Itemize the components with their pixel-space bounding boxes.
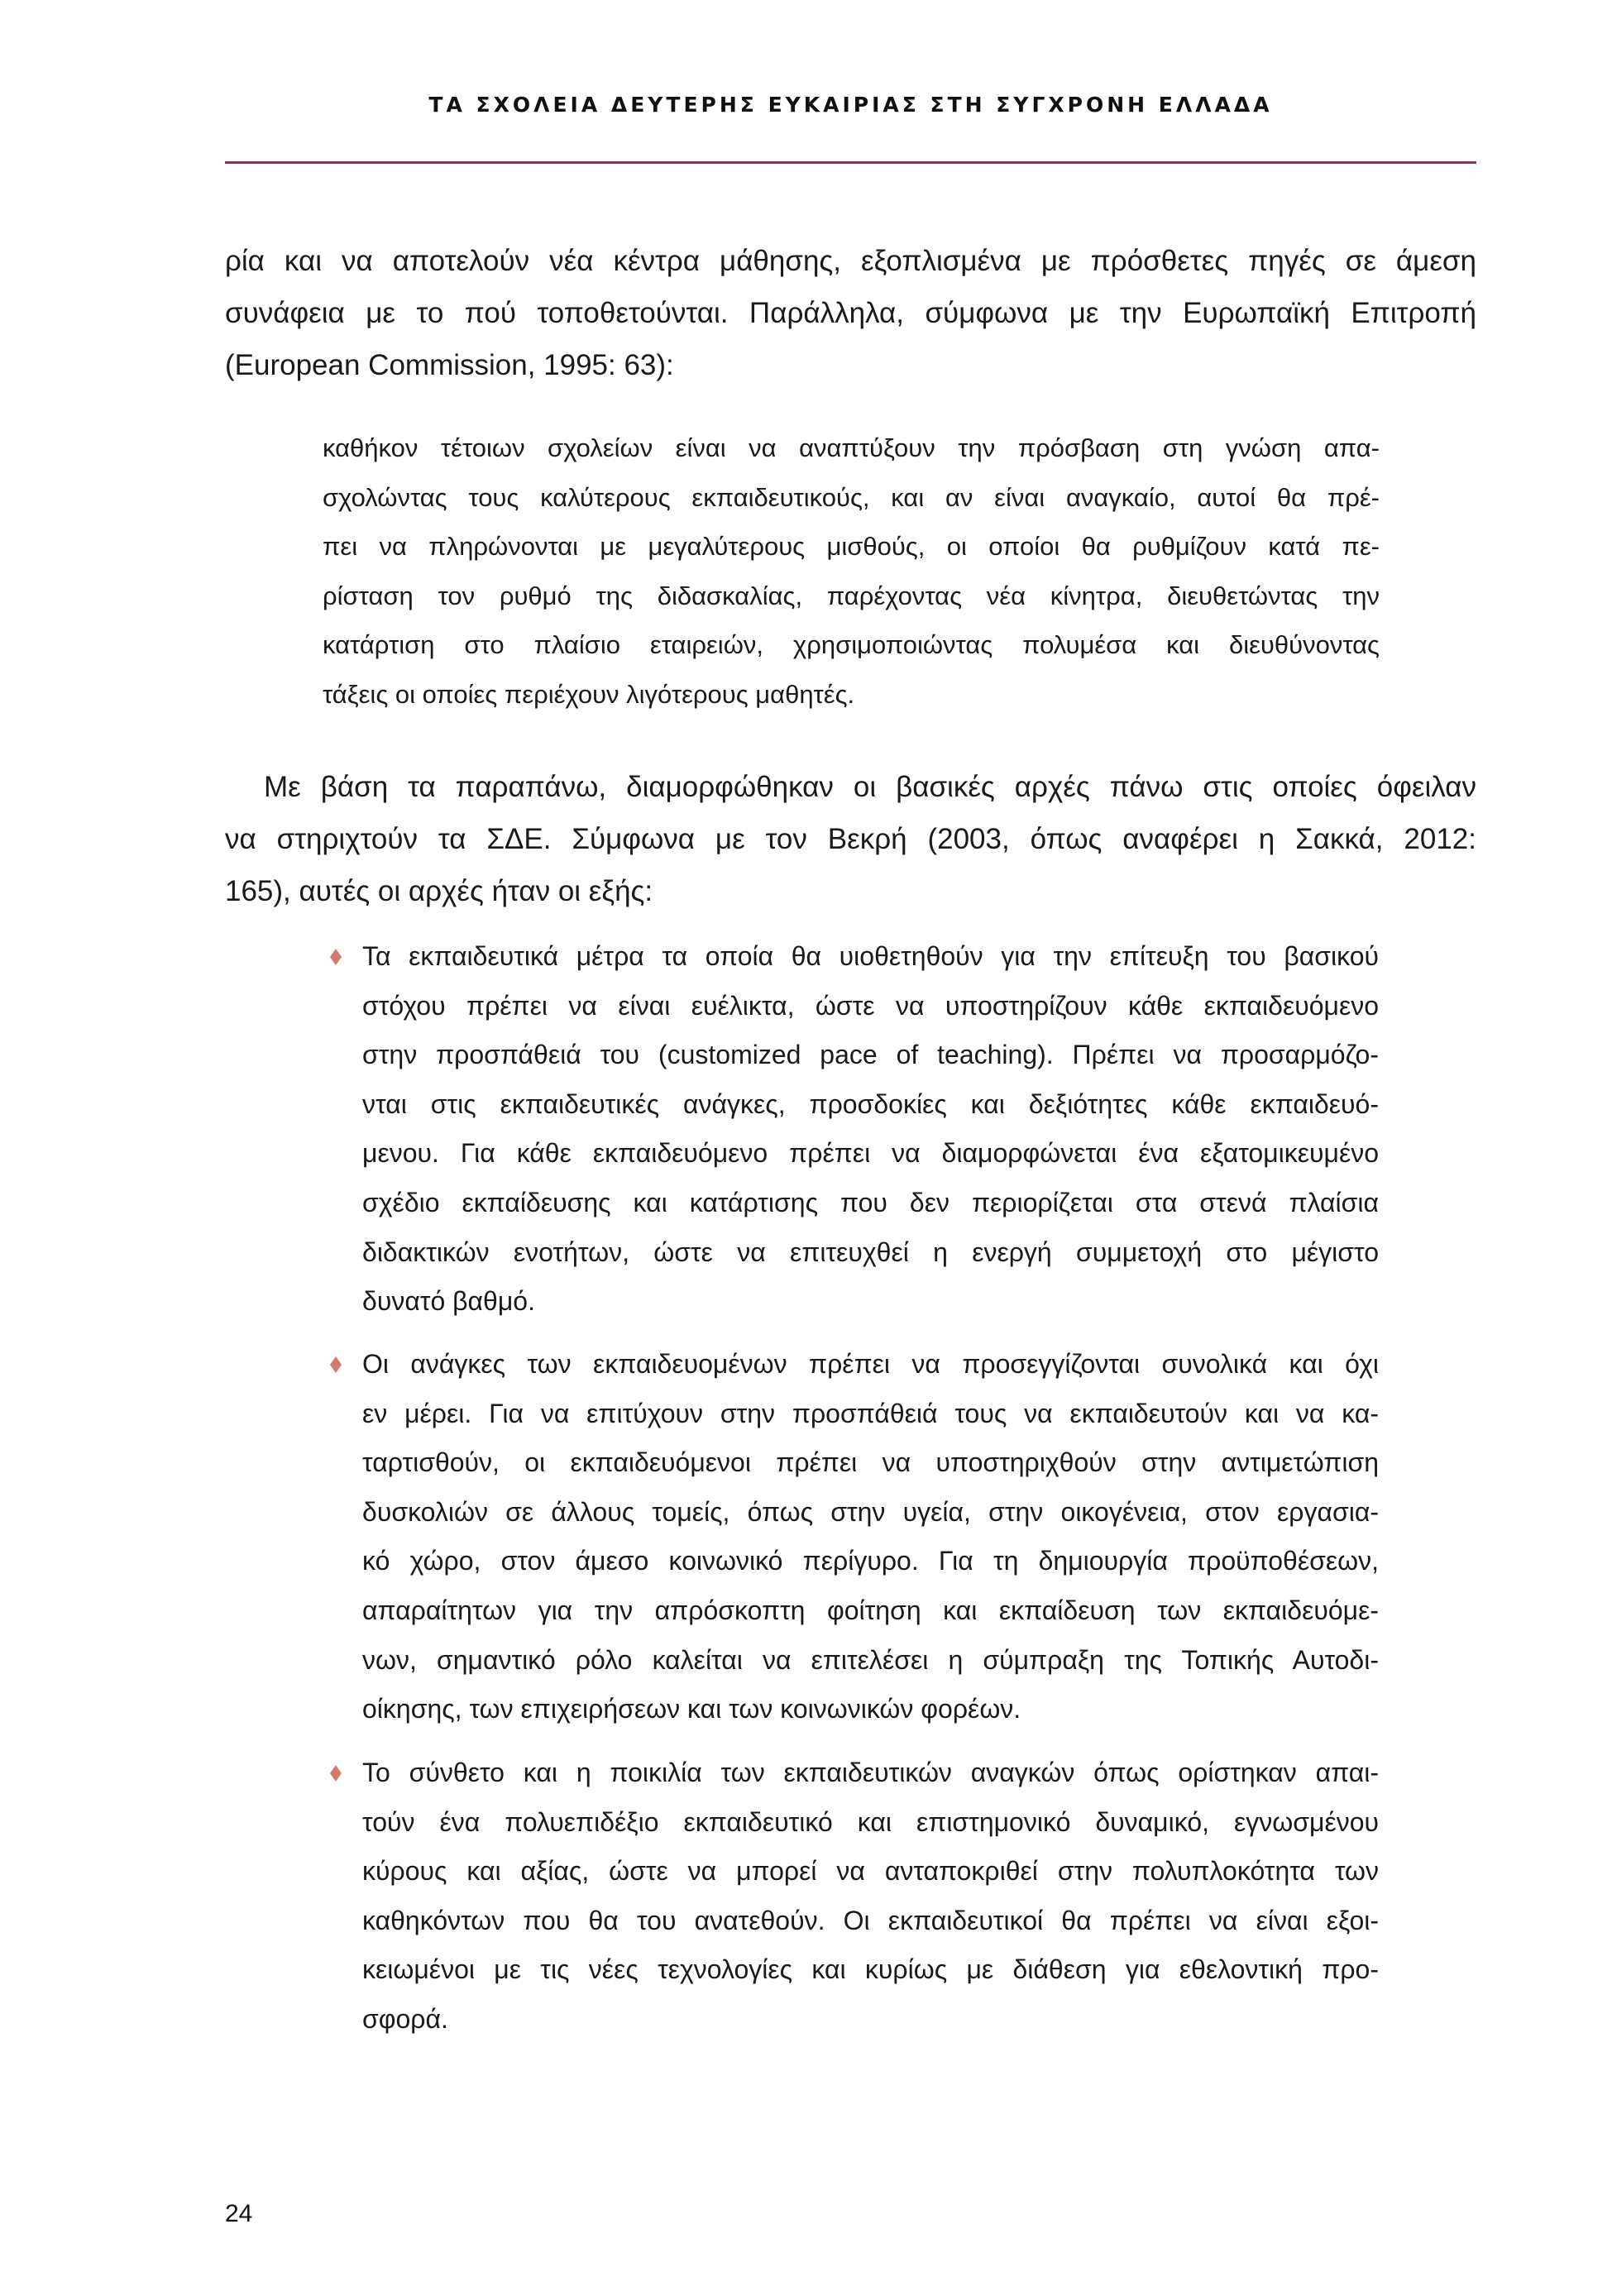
text-line: δυνατό βαθμό. bbox=[362, 1286, 535, 1317]
bullet-item bbox=[362, 932, 1379, 1327]
text-line: να στηριχτούν τα ΣΔΕ. Σύμφωνα με τον Βεκρή (2003, όπως αναφέρει η Σακκά, 2012: bbox=[225, 823, 1476, 855]
text-line: διδακτικών ενοτήτων, ώστε να επιτευχθεί η ενεργή συμμετοχή στο μέγιστο bbox=[362, 1236, 1379, 1267]
text-line: κό χώρο, στον άμεσο κοινωνικό περίγυρο. Για τη δημιουργία προϋποθέσεων, bbox=[362, 1546, 1379, 1576]
text-line: κύρους και αξίας, ώστε να μπορεί να ανταποκριθεί στην πολυπλοκότητα των bbox=[362, 1856, 1379, 1887]
text-line: νων, σημαντικό ρόλο καλείται να επιτελέσει η σύμπραξη της Τοπικής Αυτοδι- bbox=[362, 1644, 1379, 1675]
diamond-bullet-icon bbox=[328, 1765, 344, 1782]
paragraph-1 bbox=[225, 235, 1476, 391]
running-header-title: ΤΑ ΣΧΟΛΕΙΑ ΔΕΥΤΕΡΗΣ ΕΥΚΑΙΡΙΑΣ ΣΤΗ ΣΥΓΧΡΟΝΗ ΕΛΛΑΔΑ bbox=[428, 93, 1273, 117]
text-line: πει να πληρώνονται με μεγαλύτερους μισθούς, οι οποίοι θα ρυθμίζουν κατά πε- bbox=[323, 532, 1380, 562]
text-line: Με βάση τα παραπάνω, διαμορφώθηκαν οι βασικές αρχές πάνω στις οποίες όφειλαν bbox=[264, 771, 1476, 803]
text-line: σχολώντας τους καλύτερους εκπαιδευτικούς, και αν είναι αναγκαίο, αυτοί θα πρέ- bbox=[323, 482, 1380, 512]
text-line: Τα εκπαιδευτικά μέτρα τα οποία θα υιοθετηθούν για την επίτευξη του βασικού bbox=[362, 941, 1379, 971]
text-line: μενου. Για κάθε εκπαιδευόμενο πρέπει να διαμορφώνεται ένα εξατομικευμένο bbox=[362, 1138, 1379, 1169]
text-line: στόχου πρέπει να είναι ευέλικτα, ώστε να υποστηρίζουν κάθε εκπαιδευόμενο bbox=[362, 990, 1379, 1021]
text-line: εν μέρει. Για να επιτύχουν στην προσπάθειά τους να εκπαιδευτούν και να κα- bbox=[362, 1398, 1379, 1428]
text-line: ρίσταση τον ρυθμό της διδασκαλίας, παρέχοντας νέα κίνητρα, διευθετώντας την bbox=[323, 581, 1380, 610]
text-line: ταρτισθούν, οι εκπαιδευόμενοι πρέπει να υποστηριχθούν στην αντιμετώπιση bbox=[362, 1447, 1379, 1478]
text-line: νται στις εκπαιδευτικές ανάγκες, προσδοκίες και δεξιότητες κάθε εκπαιδευό- bbox=[362, 1088, 1379, 1119]
text-line: ρία και να αποτελούν νέα κέντρα μάθησης, εξοπλισμένα με πρόσθετες πηγές σε άμεση bbox=[225, 245, 1476, 277]
block-quote bbox=[323, 423, 1380, 720]
text-line: τάξεις οι οποίες περιέχουν λιγότερους μαθητές. bbox=[323, 679, 855, 709]
text-line: οίκησης, των επιχειρήσεων και των κοινωνικών φορέων. bbox=[362, 1694, 1021, 1724]
text-line: κειωμένοι με τις νέες τεχνολογίες και κυρίως με διάθεση για εθελοντική προ- bbox=[362, 1954, 1379, 1985]
header-divider bbox=[225, 161, 1476, 164]
text-line: Οι ανάγκες των εκπαιδευομένων πρέπει να προσεγγίζονται συνολικά και όχι bbox=[362, 1349, 1379, 1379]
paragraph-2 bbox=[225, 761, 1476, 917]
text-line: σφορά. bbox=[362, 2003, 448, 2034]
text-line: καθηκόντων που θα του ανατεθούν. Οι εκπαιδευτικοί θα πρέπει να είναι εξοι- bbox=[362, 1905, 1379, 1935]
text-line: καθήκον τέτοιων σχολείων είναι να αναπτύξουν την πρόσβαση στη γνώση απα- bbox=[323, 433, 1380, 462]
bullet-item bbox=[362, 1748, 1379, 2045]
text-line: 165), αυτές οι αρχές ήταν οι εξής: bbox=[225, 875, 653, 907]
diamond-bullet-icon bbox=[328, 1356, 344, 1373]
page-number: 24 bbox=[225, 2200, 253, 2227]
text-line: σχέδιο εκπαίδευσης και κατάρτισης που δεν περιορίζεται στα στενά πλαίσια bbox=[362, 1187, 1379, 1217]
text-line: στην προσπάθειά του (customized pace of teaching). Πρέπει να προσαρμόζο- bbox=[362, 1040, 1379, 1070]
text-line: συνάφεια με το πού τοποθετούνται. Παράλληλα, σύμφωνα με την Ευρωπαϊκή Επιτροπή bbox=[225, 297, 1476, 329]
text-line: απαραίτητων για την απρόσκοπτη φοίτηση και εκπαίδευση των εκπαιδευόμε- bbox=[362, 1595, 1379, 1625]
diamond-bullet-icon bbox=[328, 949, 344, 965]
text-line: τούν ένα πολυεπιδέξιο εκπαιδευτικό και επιστημονικό δυναμικό, εγνωσμένου bbox=[362, 1806, 1379, 1837]
text-line: (European Commission, 1995: 63): bbox=[225, 349, 674, 381]
text-line: Το σύνθετο και η ποικιλία των εκπαιδευτικών αναγκών όπως ορίστηκαν απαι- bbox=[362, 1758, 1379, 1787]
text-line: δυσκολιών σε άλλους τομείς, όπως στην υγεία, στην οικογένεια, στον εργασια- bbox=[362, 1496, 1379, 1527]
bullet-item bbox=[362, 1340, 1379, 1734]
text-line: κατάρτιση στο πλαίσιο εταιρειών, χρησιμοποιώντας πολυμέσα και διευθύνοντας bbox=[323, 630, 1380, 660]
